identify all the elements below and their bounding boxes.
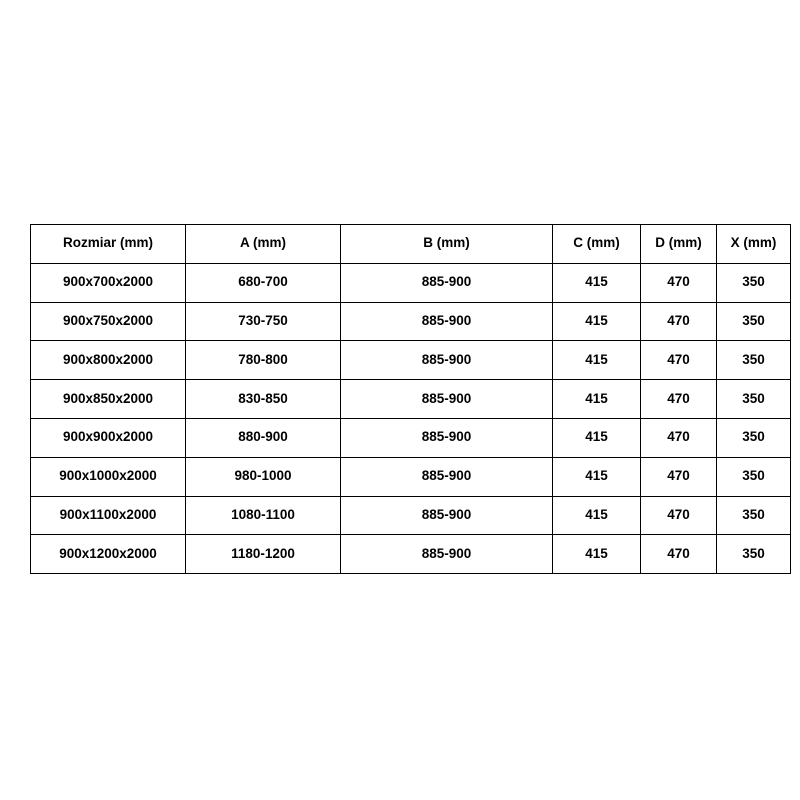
table-body: [31, 263, 791, 573]
cell-d: 470: [641, 418, 717, 457]
cell-size: 900x1100x2000: [31, 496, 186, 535]
cell-a: 880-900: [186, 418, 341, 457]
cell-c: 415: [553, 457, 641, 496]
cell-b: 885-900: [341, 496, 553, 535]
cell-b: 885-900: [341, 457, 553, 496]
cell-size: 900x1200x2000: [31, 535, 186, 574]
cell-b: 885-900: [341, 380, 553, 419]
cell-x: 350: [717, 341, 791, 380]
cell-size: 900x800x2000: [31, 341, 186, 380]
cell-a: 980-1000: [186, 457, 341, 496]
column-header-rozmiar: Rozmiar (mm): [31, 225, 186, 264]
cell-a: 680-700: [186, 263, 341, 302]
cell-x: 350: [717, 496, 791, 535]
table-row: [31, 418, 791, 457]
cell-size: 900x900x2000: [31, 418, 186, 457]
cell-d: 470: [641, 341, 717, 380]
cell-c: 415: [553, 418, 641, 457]
cell-a: 830-850: [186, 380, 341, 419]
cell-x: 350: [717, 418, 791, 457]
cell-d: 470: [641, 496, 717, 535]
cell-b: 885-900: [341, 341, 553, 380]
cell-c: 415: [553, 380, 641, 419]
table-row: [31, 457, 791, 496]
cell-a: 730-750: [186, 302, 341, 341]
cell-size: 900x1000x2000: [31, 457, 186, 496]
column-header-c: C (mm): [553, 225, 641, 264]
cell-c: 415: [553, 302, 641, 341]
cell-a: 1080-1100: [186, 496, 341, 535]
cell-a: 1180-1200: [186, 535, 341, 574]
cell-b: 885-900: [341, 263, 553, 302]
cell-size: 900x850x2000: [31, 380, 186, 419]
cell-d: 470: [641, 302, 717, 341]
spec-table-container: [30, 224, 777, 574]
cell-c: 415: [553, 535, 641, 574]
cell-d: 470: [641, 380, 717, 419]
cell-size: 900x750x2000: [31, 302, 186, 341]
cell-x: 350: [717, 380, 791, 419]
cell-b: 885-900: [341, 535, 553, 574]
cell-d: 470: [641, 263, 717, 302]
column-header-b: B (mm): [341, 225, 553, 264]
column-header-x: X (mm): [717, 225, 791, 264]
table-row: [31, 496, 791, 535]
column-header-d: D (mm): [641, 225, 717, 264]
cell-c: 415: [553, 496, 641, 535]
cell-c: 415: [553, 341, 641, 380]
cell-b: 885-900: [341, 302, 553, 341]
cell-d: 470: [641, 535, 717, 574]
table-row: [31, 302, 791, 341]
cell-b: 885-900: [341, 418, 553, 457]
table-header-row: [31, 225, 791, 264]
table-row: [31, 380, 791, 419]
cell-x: 350: [717, 535, 791, 574]
cell-x: 350: [717, 457, 791, 496]
cell-x: 350: [717, 263, 791, 302]
table-header: [31, 225, 791, 264]
table-row: [31, 263, 791, 302]
cell-size: 900x700x2000: [31, 263, 186, 302]
cell-d: 470: [641, 457, 717, 496]
cell-x: 350: [717, 302, 791, 341]
table-row: [31, 341, 791, 380]
dimensions-table: [30, 224, 791, 574]
cell-c: 415: [553, 263, 641, 302]
cell-a: 780-800: [186, 341, 341, 380]
table-row: [31, 535, 791, 574]
column-header-a: A (mm): [186, 225, 341, 264]
